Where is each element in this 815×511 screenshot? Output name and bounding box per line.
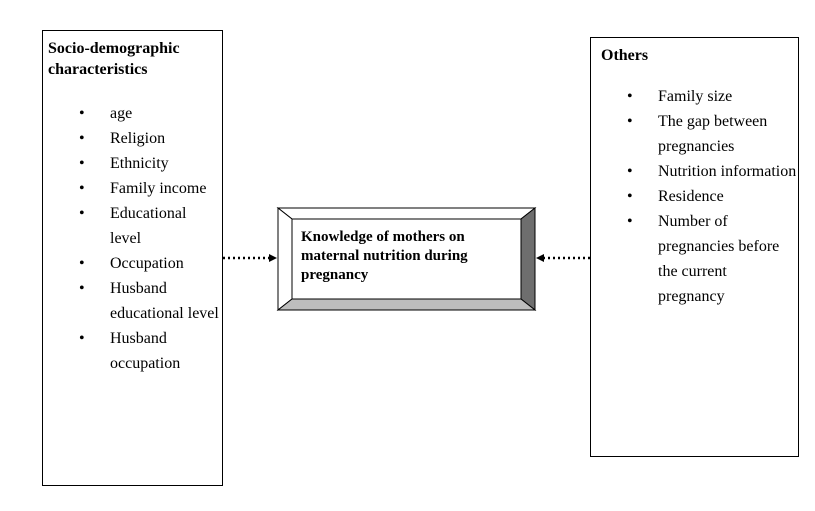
left-connector-arrow bbox=[223, 254, 277, 262]
right-factor-item: • The gap between pregnancies bbox=[627, 109, 797, 159]
left-factor-item: • Family income bbox=[79, 176, 219, 201]
right-connector-arrow bbox=[536, 254, 590, 262]
right-factor-list bbox=[627, 84, 797, 309]
right-factor-item: • Residence bbox=[627, 184, 797, 209]
right-factor-item: • Number of pregnancies before the current pregnancy bbox=[627, 209, 797, 309]
right-factor-item: • Nutrition information bbox=[627, 159, 797, 184]
right-factor-box bbox=[590, 37, 799, 457]
left-factor-item: • Husband educational level bbox=[79, 276, 219, 326]
center-box-title: Knowledge of mothers on maternal nutrition during pregnancy bbox=[301, 229, 468, 283]
right-factor-item: • Family size bbox=[627, 84, 797, 109]
left-factor-item: • age bbox=[79, 101, 219, 126]
left-factor-item: • Occupation bbox=[79, 251, 219, 276]
right-box-title: Others bbox=[601, 47, 649, 64]
left-factor-item: • Religion bbox=[79, 126, 219, 151]
left-factor-item: • Educational level bbox=[79, 201, 219, 251]
left-factor-item: • Ethnicity bbox=[79, 151, 219, 176]
left-factor-item: • Husband occupation bbox=[79, 326, 219, 376]
left-box-title: Socio-demographic characteristics bbox=[48, 40, 180, 78]
